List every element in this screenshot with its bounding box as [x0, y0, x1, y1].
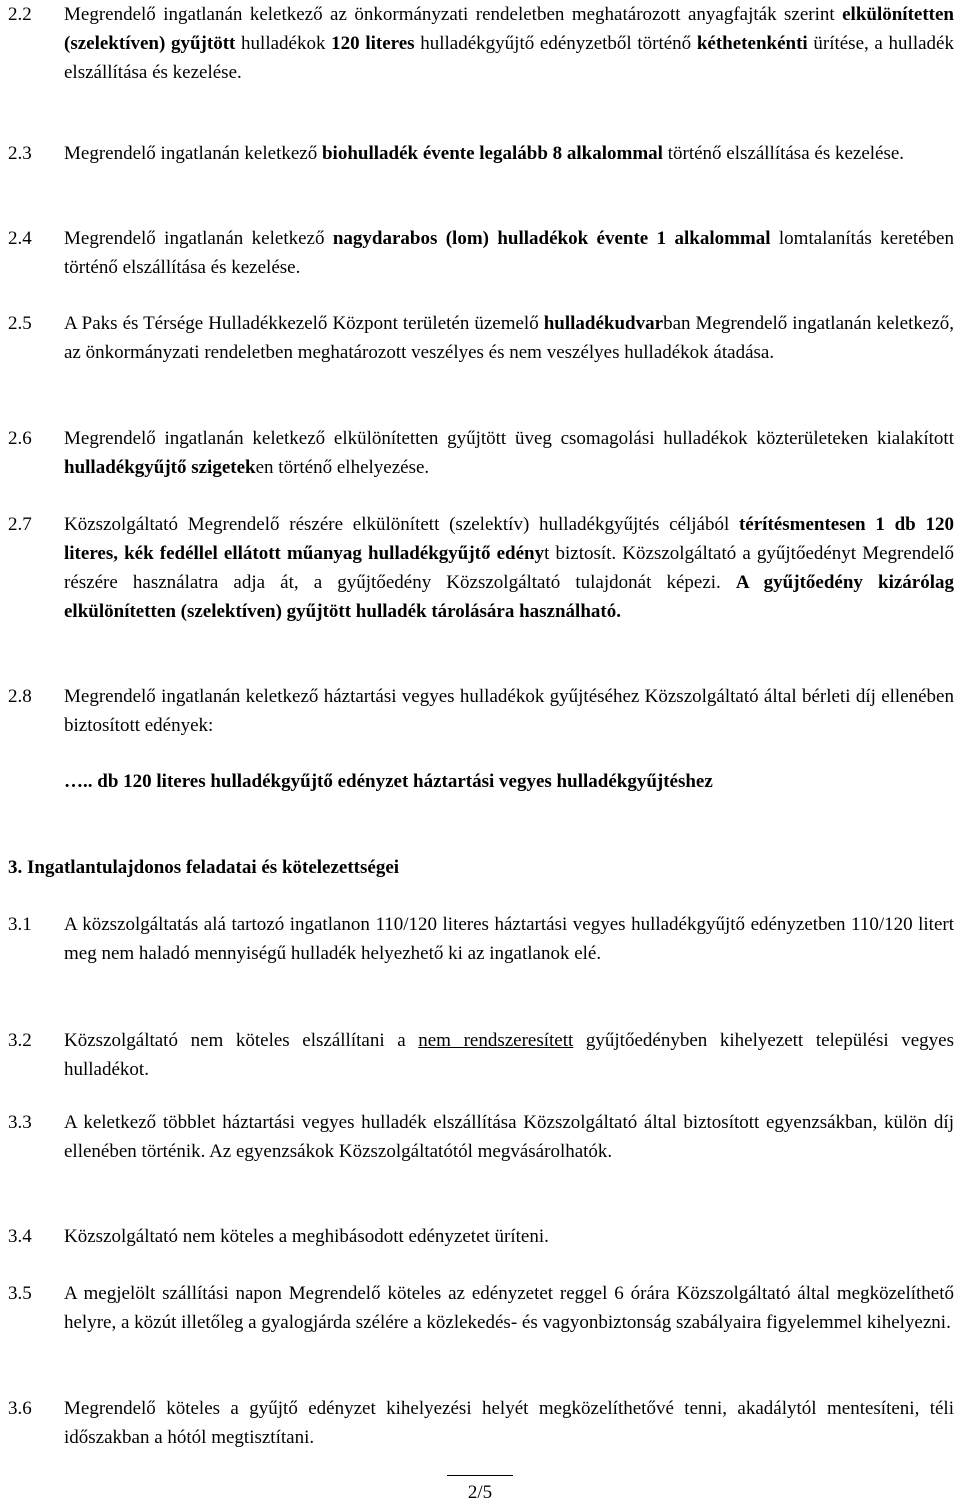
- clause-text: [64, 1026, 954, 1084]
- clause-number: 3.3: [8, 1112, 32, 1133]
- bold-text-run: biohulladék évente legalább 8 alkalommal: [321, 143, 663, 164]
- clause-text: [64, 1222, 954, 1251]
- clause-3-1: [8, 910, 954, 968]
- bold-text-run: nagydarabos (lom) hulladékok évente 1 alkalommal: [332, 228, 771, 249]
- bold-text-run: hulladékudvar: [543, 313, 664, 334]
- text-run: t biztosít. Közszolgáltató a gyűjtőedényt Megrendelő részére használatra adja át, a gyűjtőedény Közszolgáltató tulajdonát képezi.: [64, 543, 954, 593]
- clause-2-5: [8, 309, 954, 367]
- underlined-text-run: nem rendszeresített: [418, 1030, 574, 1051]
- text-run: Megrendelő ingatlanán keletkező háztartási vegyes hulladékok gyűjtéséhez Közszolgáltató által bérleti díj ellenében biztosított edények:: [64, 686, 954, 736]
- clause-text: [64, 1108, 954, 1166]
- clause-number: 2.5: [8, 313, 32, 334]
- text-run: Megrendelő ingatlanán keletkező elkülönítetten gyűjtött üveg csomagolási hulladékok közterületeken kialakított: [64, 428, 954, 449]
- clause-text: [64, 139, 954, 168]
- clause-3-4: [8, 1222, 954, 1251]
- clause-3-2: [8, 1026, 954, 1084]
- clause-text: [64, 1394, 954, 1452]
- text-run: Közszolgáltató Megrendelő részére elkülönített (szelektív) hulladékgyűjtés céljából: [64, 514, 739, 535]
- clause-2-6: [8, 424, 954, 482]
- clause-number: 2.7: [8, 514, 32, 535]
- text-run: A megjelölt szállítási napon Megrendelő köteles az edényzetet reggel 6 órára Közszolgáltató által megközelíthető helyre, a közút illetőleg a gyalogjárda szélére a közlekedés- és vagyonbiztonság szabályaira figyelemmel kihelyezni.: [64, 1283, 954, 1333]
- bold-text-run: 120 literes: [331, 33, 415, 54]
- text-run: gyűjtőedényben kihelyezett települési vegyes hulladékot.: [64, 1030, 954, 1080]
- clause-3-3: [8, 1108, 954, 1166]
- text-run: hulladékok: [235, 33, 332, 54]
- footer-rule: [447, 1475, 513, 1476]
- text-run: történő elszállítása és kezelése.: [662, 143, 905, 164]
- text-run: Megrendelő ingatlanán keletkező: [64, 228, 333, 249]
- bold-text-run: kéthetenkénti: [696, 33, 808, 54]
- clause-text: [64, 0, 954, 87]
- container-order-line: ….. db 120 literes hulladékgyűjtő edényzet háztartási vegyes hulladékgyűjtéshez: [64, 771, 713, 792]
- bold-text-run: térítésmentesen 1 db 120 literes, kék fedéllel ellátott műanyag hulladékgyűjtő edény: [64, 514, 954, 564]
- clause-text: [64, 224, 954, 282]
- clause-2-7: [8, 510, 954, 626]
- text-run: en történő elhelyezése.: [255, 457, 430, 478]
- clause-number: 3.6: [8, 1398, 32, 1419]
- clause-number: 2.6: [8, 428, 32, 449]
- clause-2-4: [8, 224, 954, 282]
- clause-number: 2.4: [8, 228, 32, 249]
- clause-number: 3.2: [8, 1030, 32, 1051]
- bold-text-run: hulladékgyűjtő szigetek: [64, 457, 256, 478]
- clause-3-6: [8, 1394, 954, 1452]
- text-run: hulladékgyűjtő edényzetből történő: [414, 33, 697, 54]
- page-number: 2/5: [467, 1482, 493, 1503]
- bold-text-run: A gyűjtőedény kizárólag elkülönítetten (szelektíven) gyűjtött hulladék tárolására használható.: [64, 572, 954, 622]
- text-run: A Paks és Térsége Hulladékkezelő Központ területén üzemelő: [64, 313, 544, 334]
- clause-2-2: [8, 0, 954, 87]
- bold-text-run: elkülönítetten (szelektíven) gyűjtött: [64, 4, 954, 54]
- text-run: ürítése, a hulladék elszállítása és kezelése.: [64, 33, 954, 83]
- clause-3-5: [8, 1279, 954, 1337]
- text-run: ban Megrendelő ingatlanán keletkező, az önkormányzati rendeletben meghatározott veszélyes és nem veszélyes hulladékok átadása.: [64, 313, 954, 363]
- text-run: A keletkező többlet háztartási vegyes hulladék elszállítása Közszolgáltató által biztosított egyenzsákban, külön díj ellenében történik. Az egyenzsákok Közszolgáltatótól megvásárolhatók.: [64, 1112, 954, 1162]
- text-run: A közszolgáltatás alá tartozó ingatlanon 110/120 literes háztartási vegyes hulladékgyűjtő edényzetben 110/120 litert meg nem haladó mennyiségű hulladék helyezhető ki az ingatlanok elé.: [64, 914, 954, 964]
- clause-number: 2.8: [8, 686, 32, 707]
- clause-number: 3.1: [8, 914, 32, 935]
- clause-2-3: [8, 139, 954, 168]
- text-run: Megrendelő ingatlanán keletkező az önkormányzati rendeletben meghatározott anyagfajták szerint: [64, 4, 843, 25]
- clause-number: 2.2: [8, 4, 32, 25]
- clause-text: [64, 424, 954, 482]
- clause-text: [64, 910, 954, 968]
- text-run: Megrendelő ingatlanán keletkező: [64, 143, 322, 164]
- clause-text: [64, 1279, 954, 1337]
- clause-text: [64, 510, 954, 626]
- clause-number: 3.4: [8, 1226, 32, 1247]
- clause-2-8: [8, 682, 954, 740]
- text-run: lomtalanítás keretében történő elszállítása és kezelése.: [64, 228, 954, 278]
- clause-number: 2.3: [8, 143, 32, 164]
- clause-number: 3.5: [8, 1283, 32, 1304]
- section-3-heading: 3. Ingatlantulajdonos feladatai és kötelezettségei: [8, 857, 400, 878]
- text-run: Megrendelő köteles a gyűjtő edényzet kihelyezési helyét megközelíthetővé tenni, akadálytól mentesíteni, téli időszakban a hótól megtisztítani.: [64, 1398, 954, 1448]
- clause-text: [64, 682, 954, 740]
- text-run: Közszolgáltató nem köteles a meghibásodott edényzetet üríteni.: [64, 1226, 549, 1247]
- clause-text: [64, 309, 954, 367]
- text-run: Közszolgáltató nem köteles elszállítani a: [64, 1030, 419, 1051]
